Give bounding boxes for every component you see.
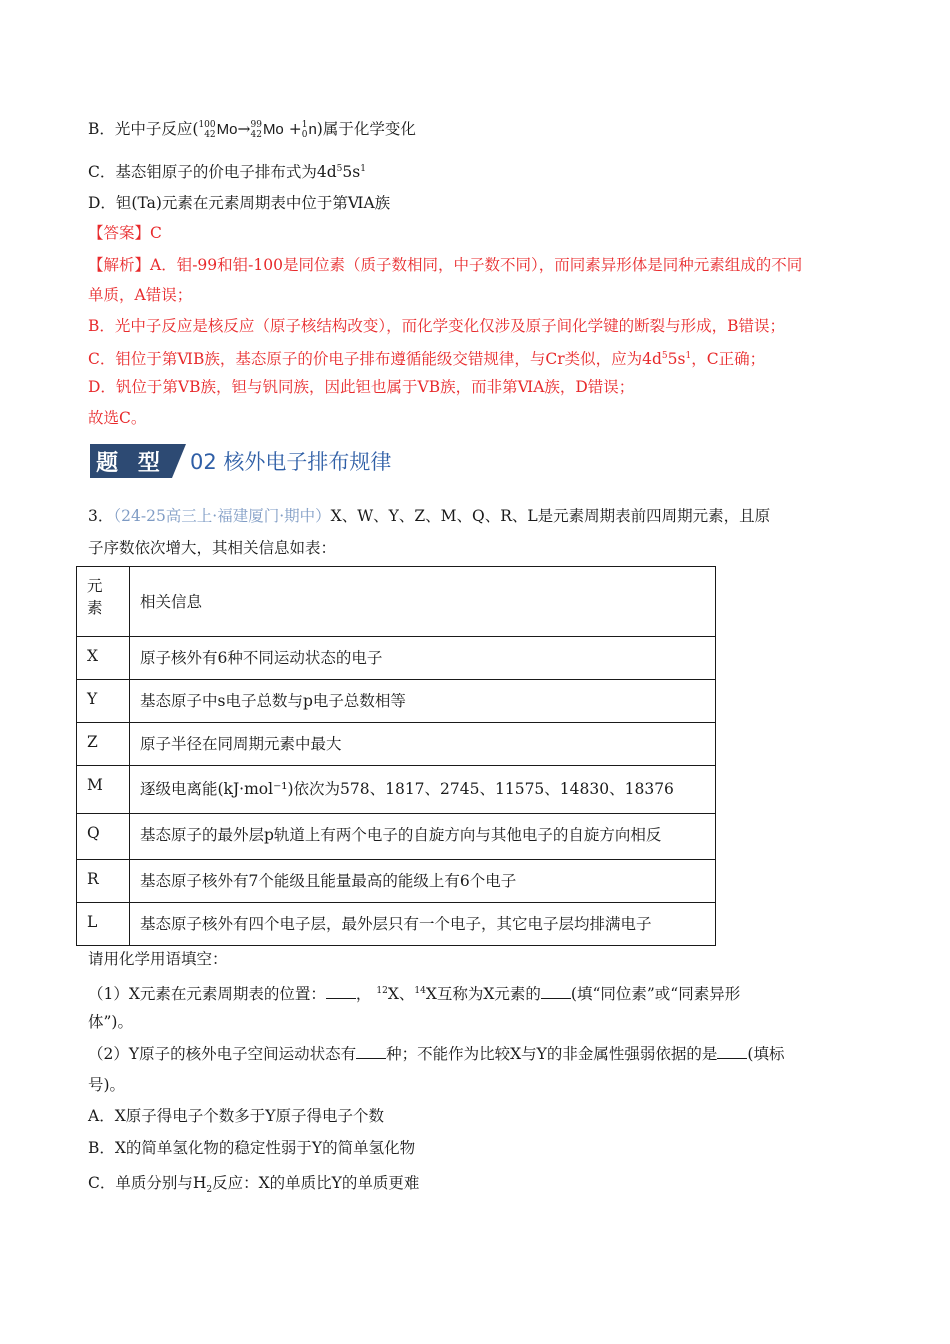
sub-question-1-line-2: 体”)。 xyxy=(88,1013,133,1031)
sub-question-2-line-2: 号)。 xyxy=(88,1076,126,1094)
table-row: Q 基态原子的最外层p轨道上有两个电子的自旋方向与其他电子的自旋方向相反 xyxy=(77,814,716,860)
fill-prompt: 请用化学用语填空： xyxy=(88,950,228,968)
element-info-table xyxy=(76,566,716,946)
analysis-line-5: D．钒位于第VB族，钽与钒同族，因此钽也属于VB族，而非第ⅥA族，D错误； xyxy=(88,378,635,396)
analysis-line-1: 【解析】A．钼-99和钼-100是同位素（质子数相同，中子数不同），而同素异形体是同种元素组成的不同 xyxy=(88,256,803,274)
option-a-q3: A．X原子得电子个数多于Y原子得电子个数 xyxy=(88,1107,384,1125)
question-3-intro-2: 子序数依次增大，其相关信息如表： xyxy=(88,539,337,557)
isotope-mo100: 100 42 xyxy=(198,120,216,140)
option-b-prefix: B．光中子反应( xyxy=(88,120,199,138)
option-b-q3: B．X的简单氢化物的稳定性弱于Y的简单氢化物 xyxy=(88,1139,416,1157)
analysis-line-3: B．光中子反应是核反应（原子核结构改变），而化学变化仅涉及原子间化学键的断裂与形成，B错误； xyxy=(88,317,786,335)
question-source: （24-25高三上·福建厦门·期中） xyxy=(113,507,331,525)
question-number: 3． xyxy=(88,507,114,525)
table-row: X 原子核外有6种不同运动状态的电子 xyxy=(77,637,716,680)
isotope-neutron: 1 0 xyxy=(301,120,308,140)
analysis-line-6: 故选C。 xyxy=(88,409,147,427)
table-header-cell: 相关信息 xyxy=(130,567,716,637)
table-row: R 基态原子核外有7个能级且能量最高的能级上有6个电子 xyxy=(77,860,716,903)
answer-blank[interactable] xyxy=(717,1044,747,1059)
isotope-mo99: 99 42 xyxy=(250,120,262,140)
answer-blank[interactable] xyxy=(541,984,571,999)
answer-blank[interactable] xyxy=(356,1044,386,1059)
option-c: C．基态钼原子的价电子排布式为$4d^55s^1$ xyxy=(88,163,366,182)
arrow-icon: → xyxy=(237,120,251,138)
table-row: M 逐级电离能(kJ·mol⁻¹)依次为578、1817、2745、11575、14830、18376 xyxy=(77,766,716,814)
table-header-cell: 元素 xyxy=(77,567,130,637)
answer-blank[interactable] xyxy=(326,984,356,999)
sub-question-1-line-1: （1）X元素在元素周期表的位置： ， $^{12}$X、$^{14}$X互称为X元素的 (填“同位素”或“同素异形 xyxy=(88,985,741,1004)
table-row: L 基态原子核外有四个电子层，最外层只有一个电子，其它电子层均排满电子 xyxy=(77,903,716,946)
question-3-intro-1: 3．（24-25高三上·福建厦门·期中）X、W、Y、Z、M、Q、R、L是元素周期表前四周期元素，且原 xyxy=(88,507,771,525)
answer-line: 【答案】C xyxy=(88,224,162,242)
section-header xyxy=(90,441,391,481)
section-title: 02 核外电子排布规律 xyxy=(190,450,392,474)
table-row: Z 原子半径在同周期元素中最大 xyxy=(77,723,716,766)
table-header-row xyxy=(77,567,716,637)
option-d: D．钽(Ta)元素在元素周期表中位于第ⅥA族 xyxy=(88,194,391,212)
sub-question-2-line-1: （2）Y原子的核外电子空间运动状态有 种；不能作为比较X与Y的非金属性强弱依据的是 (填标 xyxy=(88,1045,785,1063)
analysis-line-4: C．钼位于第ⅥB族，基态原子的价电子排布遵循能级交错规律，与Cr类似，应为$4d^55s^1$，C正确； xyxy=(88,350,766,369)
option-b: B．光中子反应( 100 42 Mo→ 99 42 Mo + 1 0 n)属于化学变化 xyxy=(88,120,416,140)
table-row: Y 基态原子中s电子总数与p电子总数相等 xyxy=(77,680,716,723)
section-badge: 题 型 xyxy=(90,444,172,478)
option-c-q3: C．单质分别与$H_2$反应：X的单质比Y的单质更难 xyxy=(88,1174,420,1196)
analysis-line-2: 单质，A错误； xyxy=(88,286,193,304)
